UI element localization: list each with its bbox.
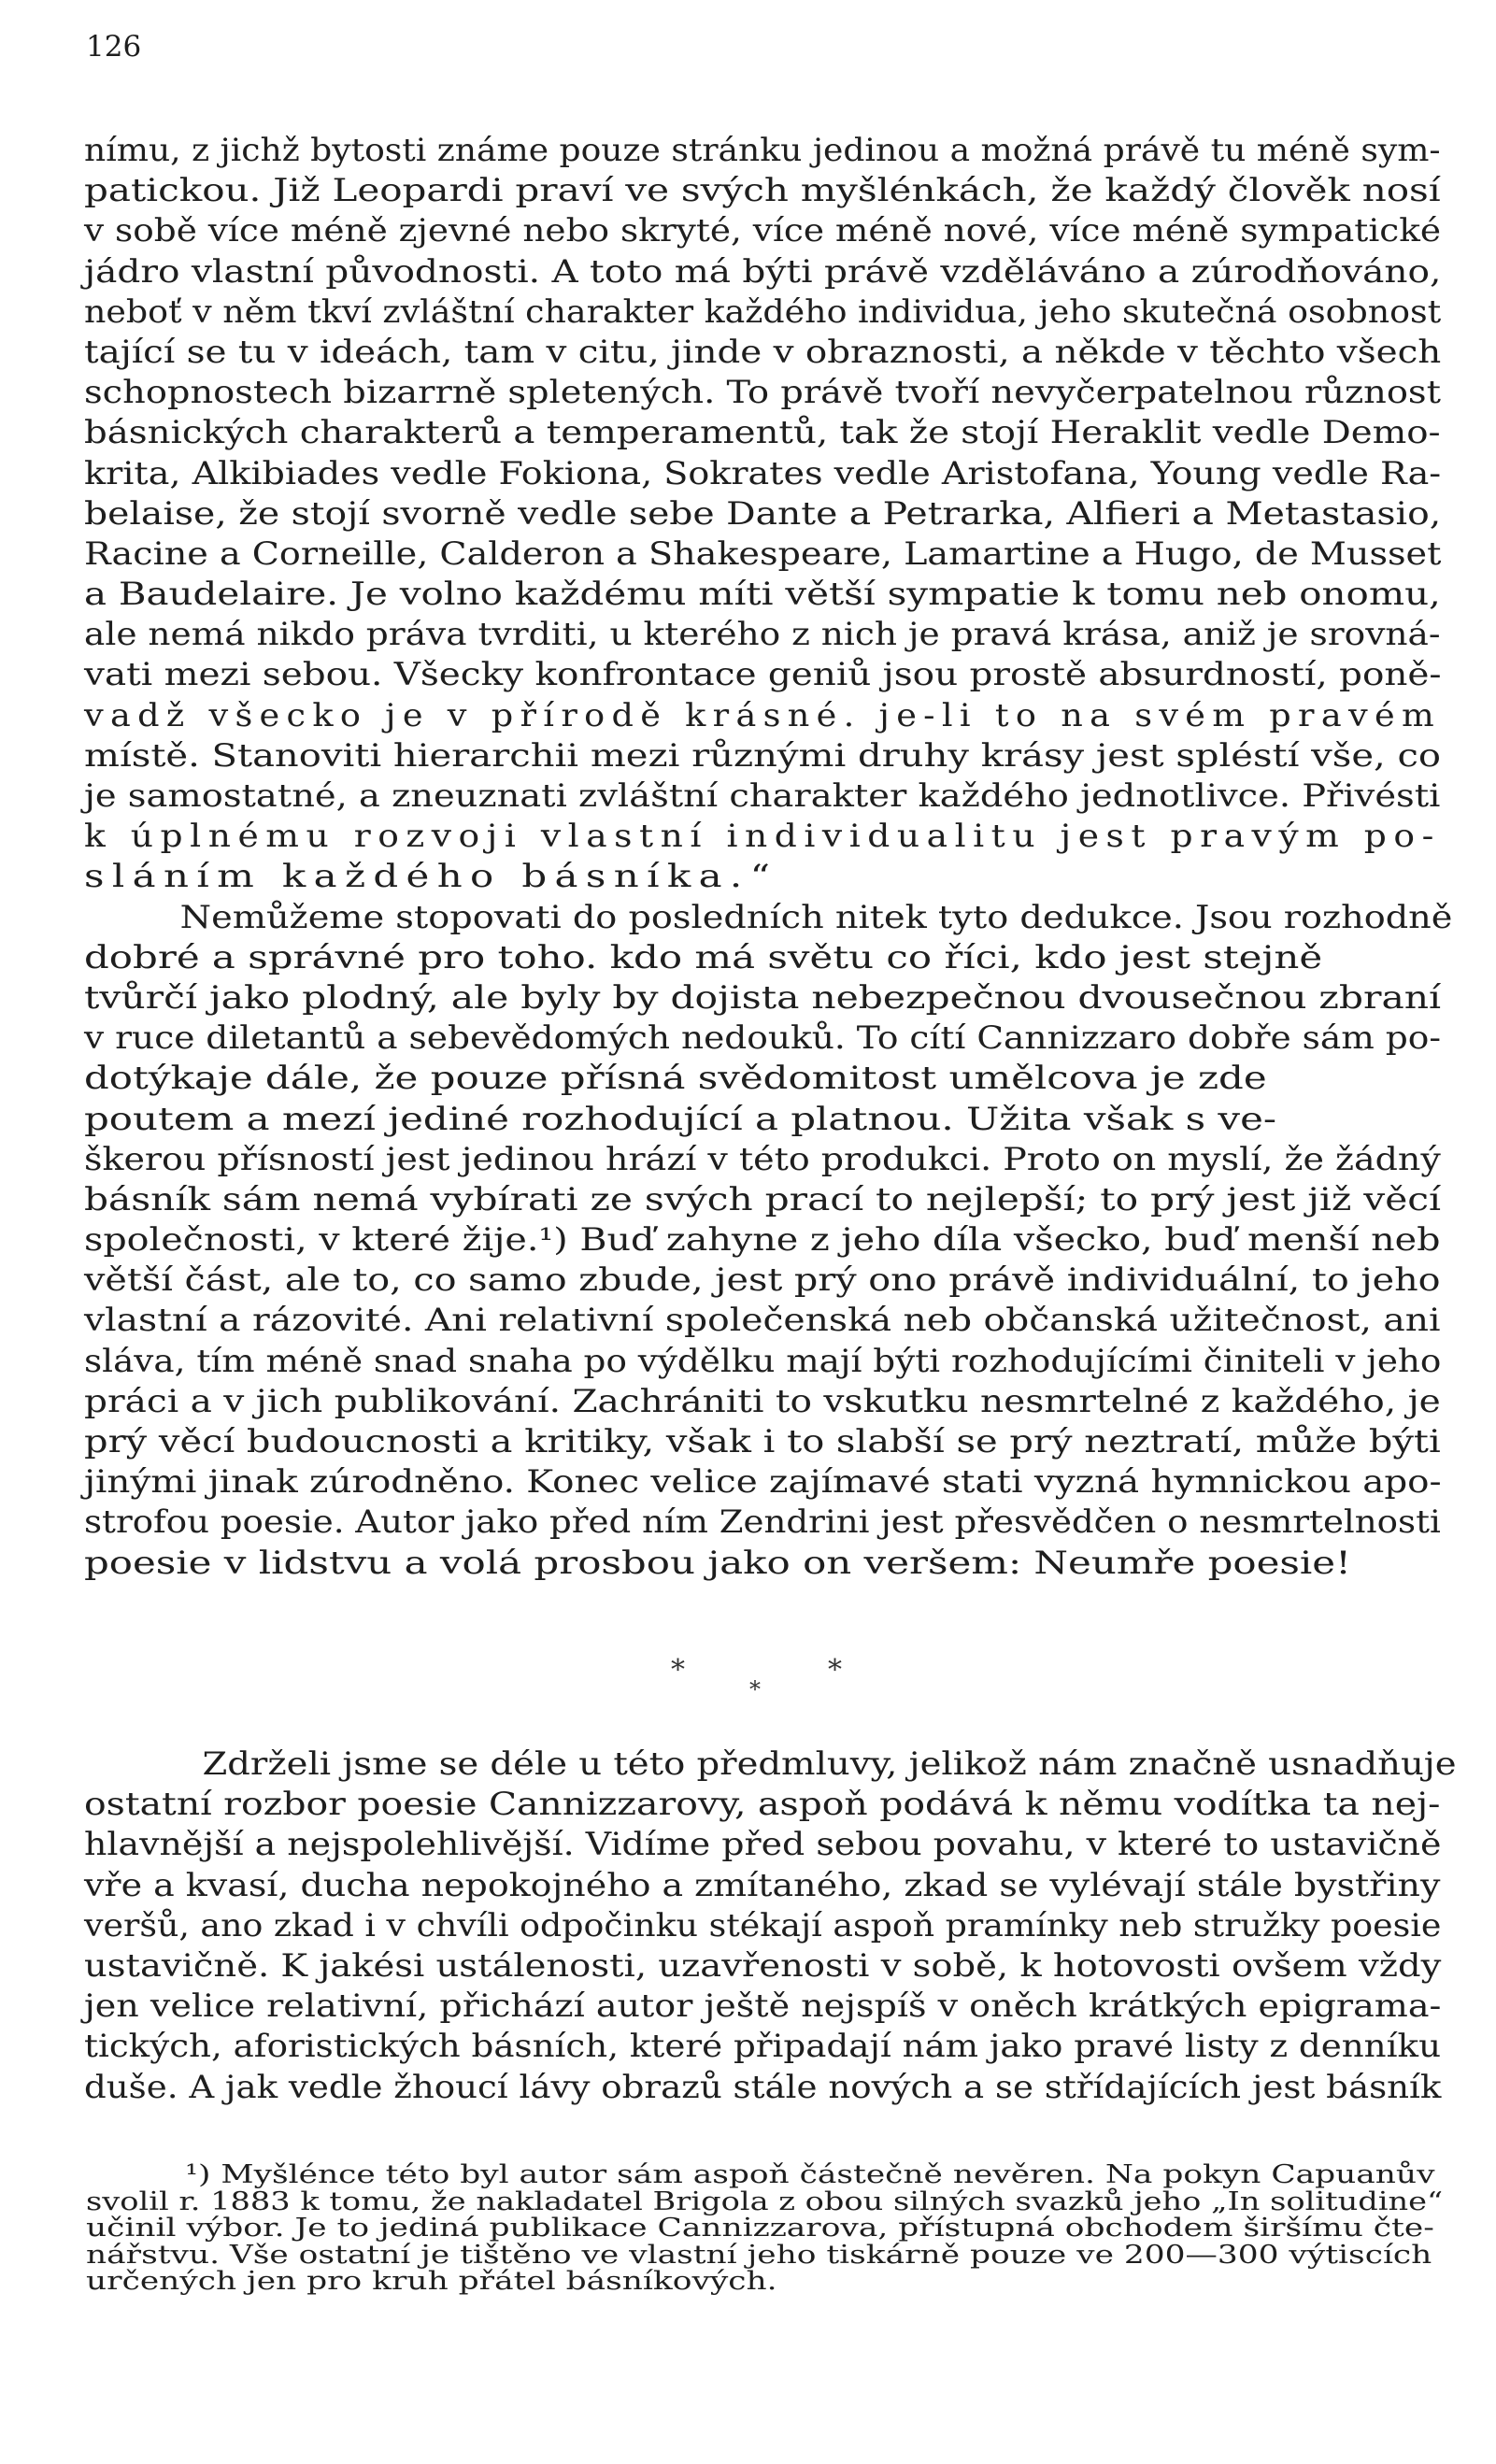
text-line: patickou. Již Leopardi praví ve svých myšlénkách, že každý člověk nosí xyxy=(84,172,1441,209)
text-line: tající se tu v ideách, tam v citu, jinde v obraznosti, a někde v těchto všech xyxy=(84,333,1442,370)
text-line: belaise, že stojí svorně vedle sebe Dante a Petrarka, Alfieri a Metastasio, xyxy=(84,494,1442,532)
text-line: neboť v něm tkví zvláštní charakter každého individua, jeho skutečná osobnost xyxy=(84,292,1442,330)
text-line: nímu, z jichž bytosti známe pouze stránku jedinou a možná právě tu méně sym- xyxy=(84,132,1441,168)
text-line: ale nemá nikdo práva tvrditi, u kterého z nich je pravá krása, aniž je srovná- xyxy=(84,616,1441,653)
text-line: poutem a mezí jediné rozhodující a platnou. Užita však s ve- xyxy=(84,1100,1277,1137)
asterisk: * xyxy=(749,1676,761,1702)
text-line: hlavnější a nejspolehlivější. Vidíme před sebou povahu, v které to ustavičně xyxy=(84,1826,1442,1863)
text-line: básník sám nemá vybírati ze svých prací to nejlepší; to prý jest již věcí xyxy=(84,1180,1442,1218)
text-line: sláva, tím méně snad snaha po výdělku mají býti rozhodujícími činiteli v jeho xyxy=(84,1342,1442,1379)
text-line: duše. A jak vedle žhoucí lávy obrazů stále nových a se střídajících jest básník xyxy=(84,2068,1442,2105)
text-line: vře a kvasí, ducha nepokojného a zmítaného, zkad se vylévají stále bystřiny xyxy=(84,1866,1441,1903)
text-line: jádro vlastní původnosti. A toto má býti právě vzděláváno a zúrodňováno, xyxy=(84,252,1442,290)
text-line: Zdrželi jsme se déle u této předmluvy, jelikož nám značně usnadňuje xyxy=(202,1745,1457,1782)
page-number: 126 xyxy=(86,30,142,64)
text-line: básnických charakterů a temperamentů, tak že stojí Heraklit vedle Demo- xyxy=(84,414,1441,451)
text-line: krita, Alkibiades vedle Fokiona, Sokrates vedle Aristofana, Young vedle Ra- xyxy=(84,454,1442,491)
text-line: Nemůžeme stopovati do posledních nitek tyto dedukce. Jsou rozhodně xyxy=(179,898,1453,935)
footnote-line: ¹) Myšlénce této byl autor sám aspoň částečně nevěren. Na pokyn Capuanův xyxy=(185,2159,1435,2189)
text-line: jen velice relativní, přichází autor ještě nejspíš v oněch krátkých epigrama- xyxy=(84,1987,1442,2025)
text-line: společnosti, v které žije.¹) Buď zahyne z jeho díla všecko, buď menší neb xyxy=(84,1221,1441,1259)
text-line: ostatní rozbor poesie Cannizzarovy, aspoň podává k němu vodítka ta nej- xyxy=(84,1786,1441,1823)
second-text-block xyxy=(84,1744,1457,2107)
text-line: sláním každého básníka.“ xyxy=(84,858,778,895)
text-line: a Baudelaire. Je volno každému míti větší sympatie k tomu neb onomu, xyxy=(84,576,1441,613)
asterisk: * xyxy=(828,1654,842,1687)
asterisk: * xyxy=(671,1654,685,1687)
text-line: tických, aforistických básních, které připadají nám jako pravé listy z denníku xyxy=(84,2028,1442,2065)
text-line: tvůrčí jako plodný, ale byly by dojista nebezpečnou dvousečnou zbraní xyxy=(84,978,1442,1016)
text-line: poesie v lidstvu a volá prosbou jako on veršem: Neumře poesie! xyxy=(84,1544,1351,1581)
footnote-line: svolil r. 1883 k tomu, že nakladatel Brigola z obou silných svazků jeho „In solitudine“ xyxy=(86,2186,1444,2216)
text-line: místě. Stanoviti hierarchii mezi různými druhy krásy jest spléstí vše, co xyxy=(84,736,1442,774)
footnote xyxy=(86,2161,1443,2295)
text-line: Racine a Corneille, Calderon a Shakespeare, Lamartine a Hugo, de Musset xyxy=(84,534,1442,572)
text-line: veršů, ano zkad i v chvíli odpočinku stékají aspoň pramínky neb stružky poesie xyxy=(84,1906,1442,1944)
text-line: strofou poesie. Autor jako před ním Zendrini jest přesvědčen o nesmrtelnosti xyxy=(84,1503,1441,1541)
text-line: jinými jinak zúrodněno. Konec velice zajímavé stati vyzná hymnickou apo- xyxy=(84,1463,1442,1501)
text-line: větší část, ale to, co samo zbude, jest prý ono právě individuální, to jeho xyxy=(84,1261,1441,1299)
text-line: schopnostech bizarrně spletených. To právě tvoří nevyčerpatelnou různost xyxy=(84,374,1442,411)
text-line: v ruce diletantů a sebevědomých nedouků. To cítí Cannizzaro dobře sám po- xyxy=(84,1019,1441,1057)
footnote-line: nářstvu. Vše ostatní je tištěno ve vlastní jeho tiskárně pouze ve 200—300 výtiscích xyxy=(86,2239,1432,2270)
section-separator xyxy=(0,1654,1496,1706)
main-text-block xyxy=(84,130,1453,1583)
text-line: dotýkaje dále, že pouze přísná svědomitost umělcova je zde xyxy=(84,1060,1267,1097)
text-line: vlastní a rázovité. Ani relativní společenská neb občanská užitečnost, ani xyxy=(84,1302,1441,1339)
text-line: k úplnému rozvoji vlastní individualitu jest pravým po- xyxy=(84,818,1441,855)
text-line: ustavičně. K jakési ustálenosti, uzavřenosti v sobě, k hotovosti ovšem vždy xyxy=(84,1946,1442,1984)
footnote-line: učinil výbor. Je to jediná publikace Cannizzarova, přístupná obchodem širšímu čte- xyxy=(86,2213,1434,2243)
text-line: škerou přísností jest jedinou hrází v této produkci. Proto on myslí, že žádný xyxy=(84,1140,1441,1177)
text-line: vati mezi sebou. Všecky konfrontace geniů jsou prostě absurdností, poně- xyxy=(84,656,1442,693)
text-line: práci a v jich publikování. Zachrániti to vskutku nesmrtelné z každého, je xyxy=(84,1382,1441,1419)
text-line: dobré a správné pro toho. kdo má světu co říci, kdo jest stejně xyxy=(84,938,1323,976)
text-line: vadž všecko je v přírodě krásné. je-li to na svém pravém xyxy=(84,696,1441,734)
text-line: v sobě více méně zjevné nebo skryté, více méně nové, více méně sympatické xyxy=(84,212,1442,249)
text-line: prý věcí budoucnosti a kritiky, však i to slabší se prý neztratí, může býti xyxy=(84,1423,1441,1460)
text-line: je samostatné, a zneuznati zvláštní charakter každého jednotlivce. Přivésti xyxy=(84,777,1441,814)
footnote-line: určených jen pro kruh přátel básníkových. xyxy=(86,2266,777,2296)
